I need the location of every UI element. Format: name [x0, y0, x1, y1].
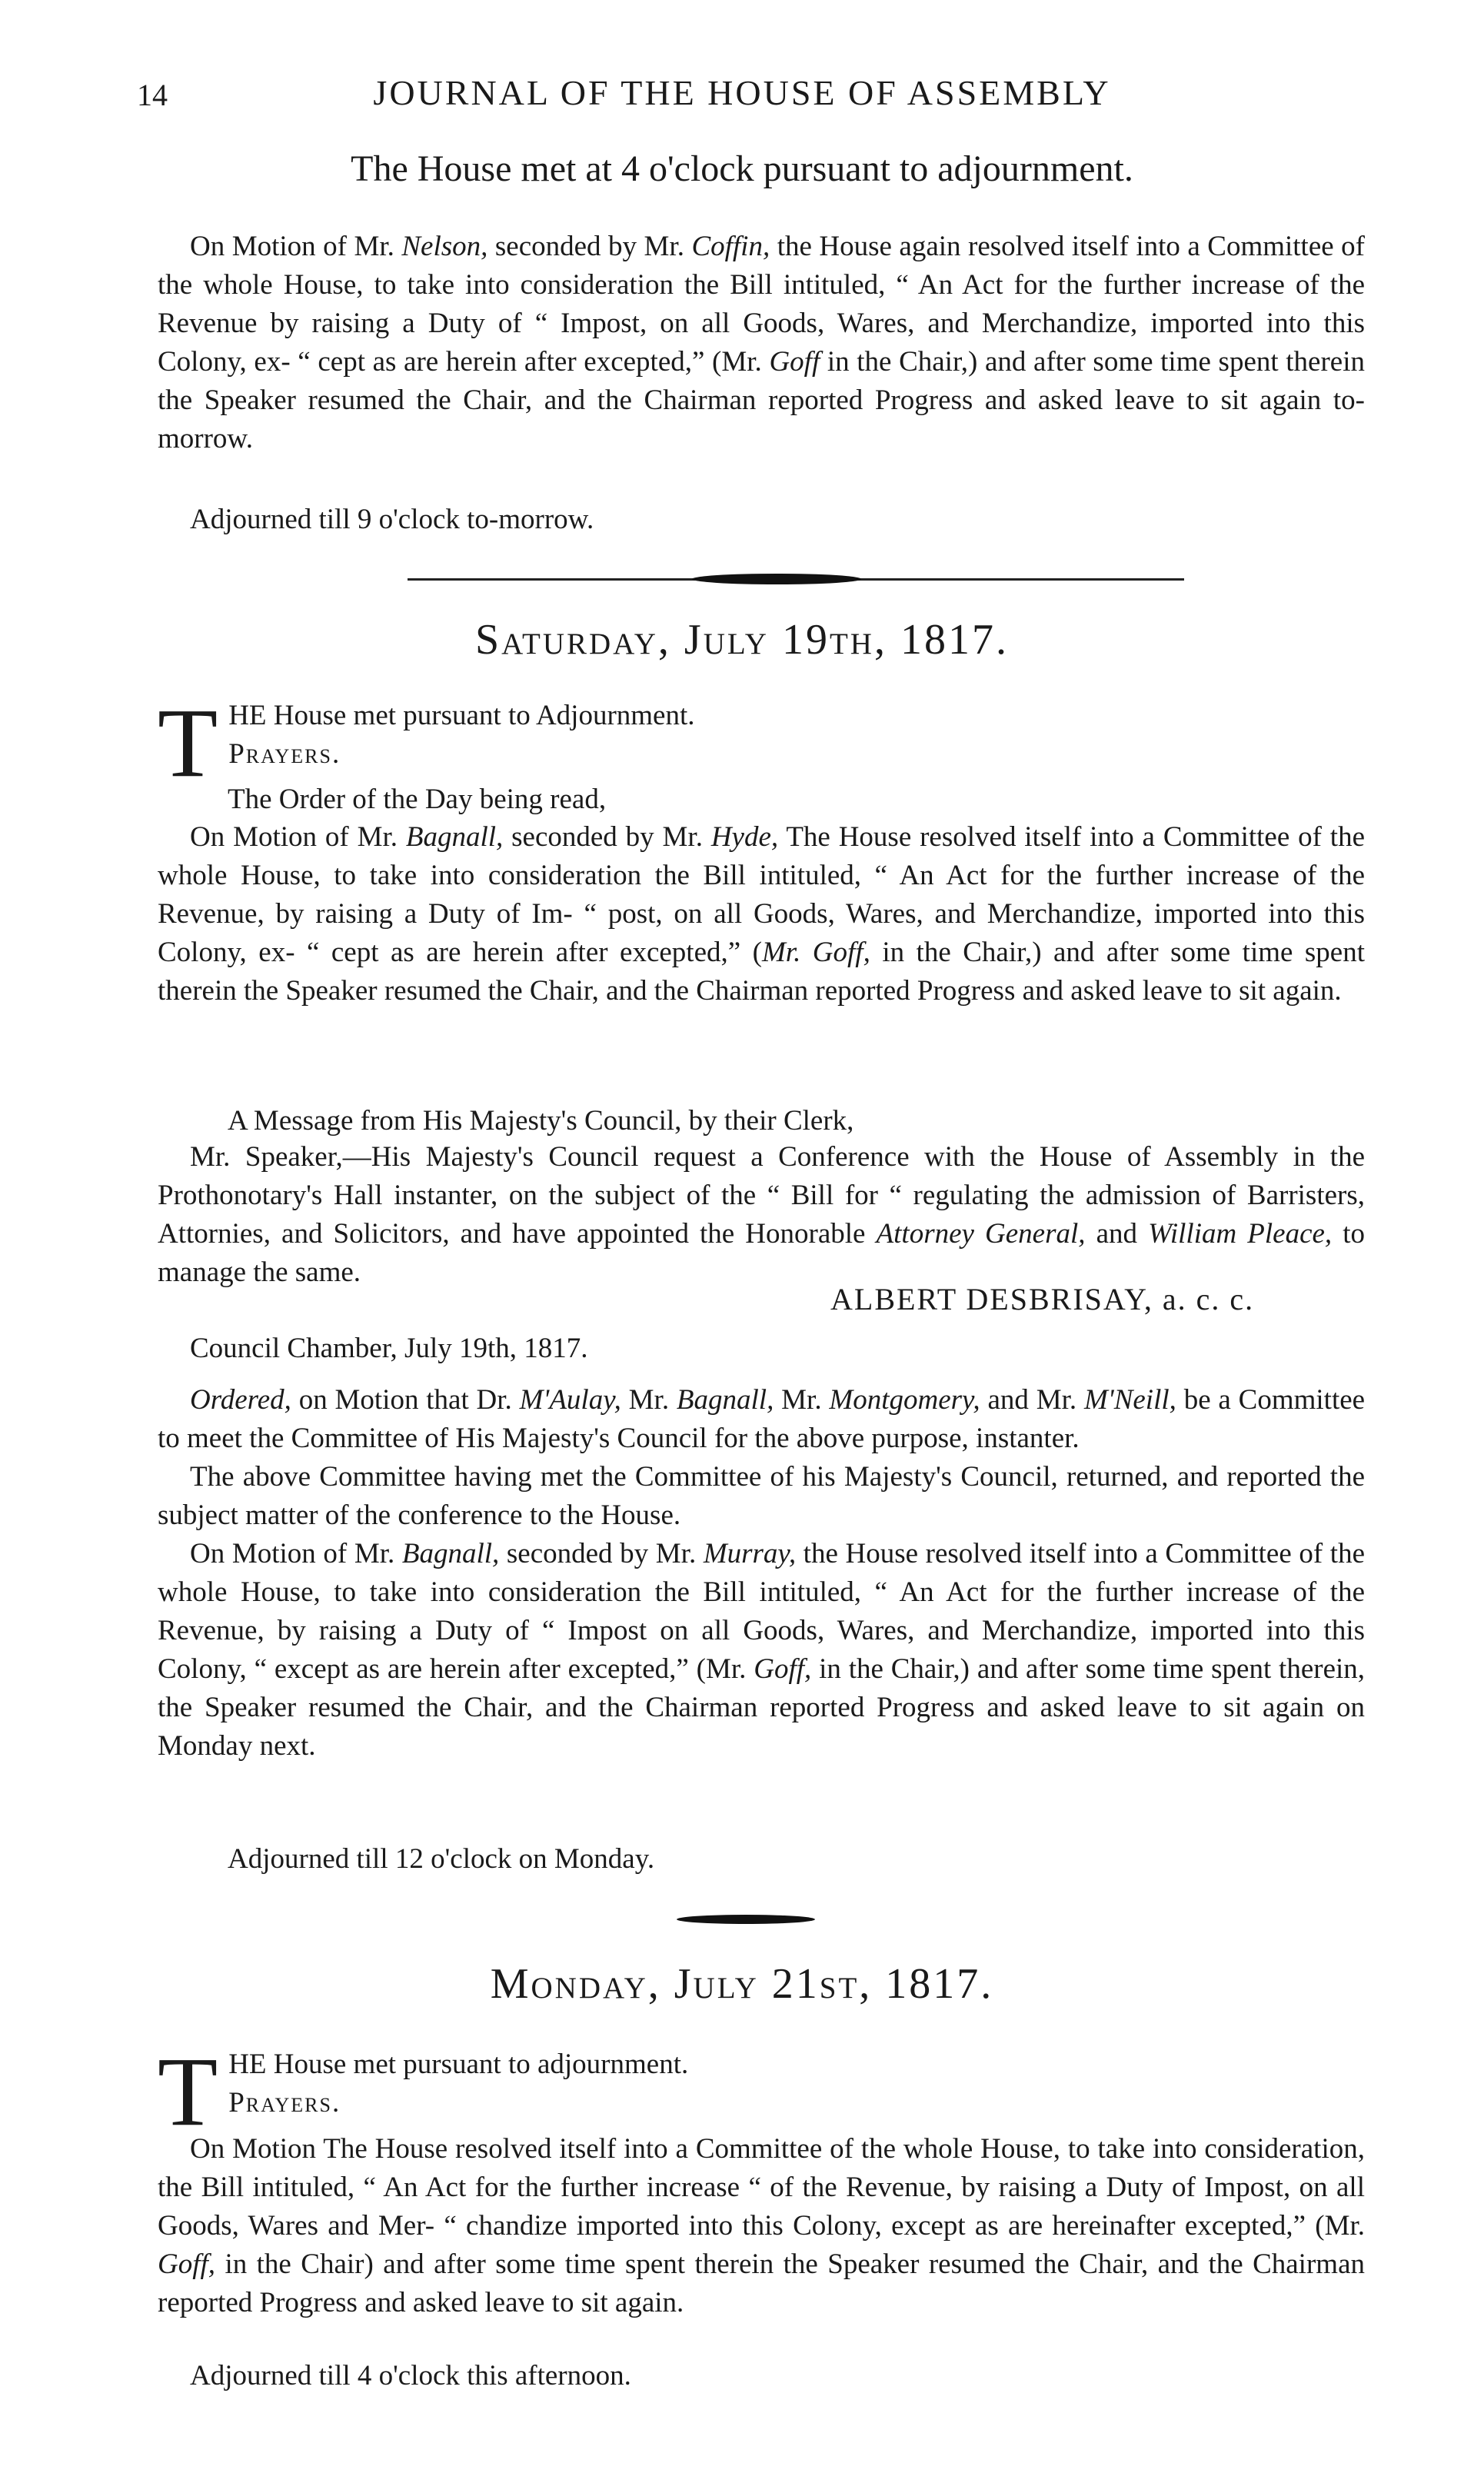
text: seconded by Mr.: [494, 231, 684, 262]
text: The House resolved itself into a Committee of the whole House, to take into consideration the Bill intituled, “ An Act for the further increase of the Revenue, by raising a Duty of Im- “ post, on all Goods, Wares, and Merchandize, imported into this Colony, ex- “ cept as are herein after excepted,” (: [158, 821, 1365, 968]
prayers-label: Prayers.: [228, 2087, 341, 2119]
divider-ornament: [677, 1915, 815, 1924]
text: On Motion The House resolved itself into a Committee of the whole House, to take into consideration, the Bill intituled, “ An Act for the further increase “ of the Revenue, by raising a Duty of Impost, on all Goods, Wares and Mer- “ chandize imported into this Colony, except as are hereinafter excepted,” (Mr.: [158, 2133, 1365, 2242]
text: On Motion of Mr.: [190, 821, 398, 853]
person-name: Goff,: [158, 2248, 216, 2280]
text: Mr.: [781, 1384, 822, 1416]
text: to manage the same.: [158, 1218, 1366, 1288]
text: HE House met pursuant to adjournment.: [228, 2049, 689, 2080]
text: on Motion that Dr.: [298, 1384, 512, 1416]
person-name: William Pleace,: [1148, 1218, 1333, 1250]
date-heading: Saturday, July 19th, 1817.: [475, 616, 1009, 664]
text: seconded by Mr.: [511, 821, 703, 853]
section1-motion: [158, 228, 1365, 458]
divider-ornament: [692, 574, 861, 584]
person-name: Coffin,: [691, 231, 770, 262]
text: in the Chair,) and after some time spent therein the Speaker resumed the Chair, and the Chairman reported Progress and asked leave to sit again.: [158, 937, 1366, 1007]
person-name: Goff: [769, 346, 820, 378]
message-intro: A Message from His Majesty's Council, by their Clerk,: [228, 1105, 854, 1137]
drop-cap: T: [158, 2037, 218, 2146]
text: On Motion of Mr.: [190, 231, 394, 262]
text: seconded by Mr.: [506, 1538, 697, 1569]
page-number: 14: [137, 78, 168, 112]
person-name: Bagnall,: [405, 821, 504, 853]
prayers-label: Prayers.: [228, 738, 341, 770]
text: and Mr.: [987, 1384, 1077, 1416]
opening-line: The House met at 4 o'clock pursuant to adjournment.: [351, 148, 1133, 189]
adjourned-line: Adjourned till 12 o'clock on Monday.: [228, 1843, 655, 1875]
ordered-label: Ordered,: [190, 1384, 291, 1416]
person-name: Bagnall,: [401, 1538, 500, 1569]
text: On Motion of Mr.: [190, 1538, 395, 1569]
section2-opening: [158, 688, 1365, 797]
text: Mr. Speaker,—His Majesty's Council request a Conference with the House of Assembly in the Prothonotary's Hall instanter, on the subject of the “ Bill for “ regulating the admission of Barristers, Attornies, and Solicitors, and have appointed the Honorable: [158, 1141, 1365, 1250]
signature: ALBERT DESBRISAY, a. c. c.: [830, 1282, 1255, 1316]
person-name: M'Aulay,: [519, 1384, 621, 1416]
person-name: Goff,: [754, 1653, 812, 1685]
person-name: Hyde,: [710, 821, 779, 853]
committee-return: The above Committee having met the Committee of his Majesty's Council, returned, and reported the subject matter of the conference to the House.: [158, 1461, 1365, 1531]
text: the House again resolved itself into a Committee of the whole House, to take into consideration the Bill intituled, “ An Act for the further increase of the Revenue by raising a Duty of “ Impost, on all Goods, Wares, and Merchandize, imported into this Colony, ex- “ cept as are herein after excepted,” (Mr.: [158, 231, 1365, 378]
text: HE House met pursuant to Adjournment.: [228, 700, 695, 731]
date-heading: Monday, July 21st, 1817.: [490, 1960, 994, 2008]
section2-message: [158, 1138, 1365, 1292]
person-name: Montgomery,: [829, 1384, 980, 1416]
text: in the Chair,) and after some time spent therein the Speaker resumed the Chair, and the Chairman reported Progress and asked leave to sit again to-morrow.: [158, 346, 1365, 454]
section3-motion: [158, 2130, 1365, 2322]
person-name: Mr. Goff,: [761, 937, 870, 968]
running-title: JOURNAL OF THE HOUSE OF ASSEMBLY: [373, 73, 1111, 112]
text: Mr.: [628, 1384, 670, 1416]
person-name: Murray,: [703, 1538, 797, 1569]
text: and: [1096, 1218, 1138, 1250]
order-line: The Order of the Day being read,: [228, 784, 607, 815]
person-name: M'Neill,: [1083, 1384, 1176, 1416]
text: in the Chair,) and after some time spent therein, the Speaker resumed the Chair, and the Chairman reported Progress and asked leave to sit again on Monday next.: [158, 1653, 1366, 1762]
text: be a Committee to meet the Committee of His Majesty's Council for the above purpose, instanter.: [158, 1384, 1366, 1454]
adjourned-line: Adjourned till 9 o'clock to-morrow.: [190, 504, 594, 535]
person-name: Attorney General,: [876, 1218, 1086, 1250]
section2-ordered: [158, 1381, 1365, 1766]
person-name: Nelson,: [401, 231, 488, 262]
drop-cap: T: [158, 688, 218, 797]
adjourned-line: Adjourned till 4 o'clock this afternoon.: [190, 2360, 631, 2391]
section2-motion-1: [158, 818, 1365, 1010]
text: in the Chair) and after some time spent therein the Speaker resumed the Chair, and the Chairman reported Progress and asked leave to sit again.: [158, 2248, 1365, 2318]
text: the House resolved itself into a Committee of the whole House, to take into consideration the Bill intituled, “ An Act for the further increase of the Revenue, by raising a Duty of “ Impost on all Goods, Wares, and Merchandize, imported into this Colony, “ except as are herein after excepted,” (Mr.: [158, 1538, 1366, 1685]
person-name: Bagnall,: [676, 1384, 774, 1416]
dateline: Council Chamber, July 19th, 1817.: [190, 1333, 588, 1364]
section3-opening: [158, 2037, 1365, 2146]
